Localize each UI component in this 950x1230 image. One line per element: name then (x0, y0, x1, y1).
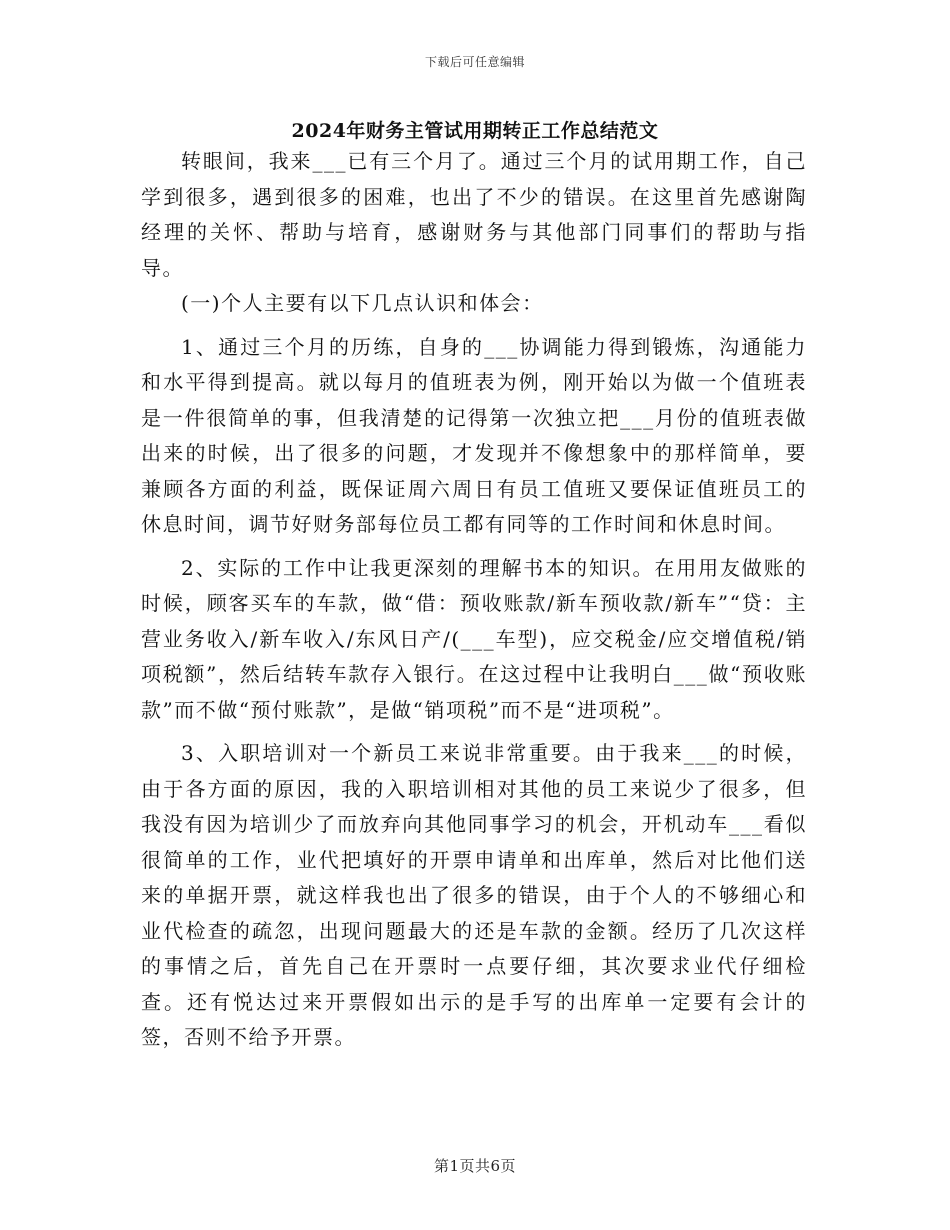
paragraph-point-2: 2、实际的工作中让我更深刻的理解书本的知识。在用用友做账的时候，顾客买车的车款，做“借：预收账款/新车预收款/新车”“贷：主营业务收入/新车收入/东风日产/(___车型)，应交税金/应交增值税/销项税额”，然后结转车款存入银行。在这过程中让我明白___做“预收账款”而不做“预付账款”，是做“销项税”而不是“进项税”。 (141, 555, 807, 722)
document-title: 2024年财务主管试用期转正工作总结范文 (291, 120, 659, 142)
paragraph-section-heading: (一)个人主要有以下几点认识和体会： (181, 291, 544, 315)
paragraph-point-3: 3、入职培训对一个新员工来说非常重要。由于我来___的时候，由于各方面的原因，我的入职培训相对其他的员工来说少了很多，但我没有因为培训少了而放弃向其他同事学习的机会，开机动车___看似很简单的工作，业代把填好的开票申请单和出库单，然后对比他们送来的单据开票，就这样我也出了很多的错误，由于个人的不够细心和业代检查的疏忽，出现问题最大的还是车款的金额。经历了几次这样的事情之后，首先自己在开票时一点要仔细，其次要求业代仔细检查。还有悦达过来开票假如出示的是手写的出库单一定要有会计的签，否则不给予开票。 (141, 741, 807, 1049)
header-note: 下载后可任意编辑 (424, 55, 525, 69)
page-footer: 第1页共6页 (433, 1157, 517, 1175)
paragraph-intro: 转眼间，我来___已有三个月了。通过三个月的试用期工作，自己学到很多，遇到很多的困难，也出了不少的错误。在这里首先感谢陶经理的关怀、帮助与培育，感谢财务与其他部门同事们的帮助与指导。 (141, 149, 807, 280)
paragraph-point-1: 1、通过三个月的历练，自身的___协调能力得到锻炼，沟通能力和水平得到提高。就以每月的值班表为例，刚开始以为做一个值班表是一件很简单的事，但我清楚的记得第一次独立把___月份的值班表做出来的时候，出了很多的问题，才发现并不像想象中的那样简单，要兼顾各方面的利益，既保证周六周日有员工值班又要保证值班员工的休息时间，调节好财务部每位员工都有同等的工作时间和休息时间。 (141, 334, 807, 536)
document-body (141, 144, 807, 1056)
